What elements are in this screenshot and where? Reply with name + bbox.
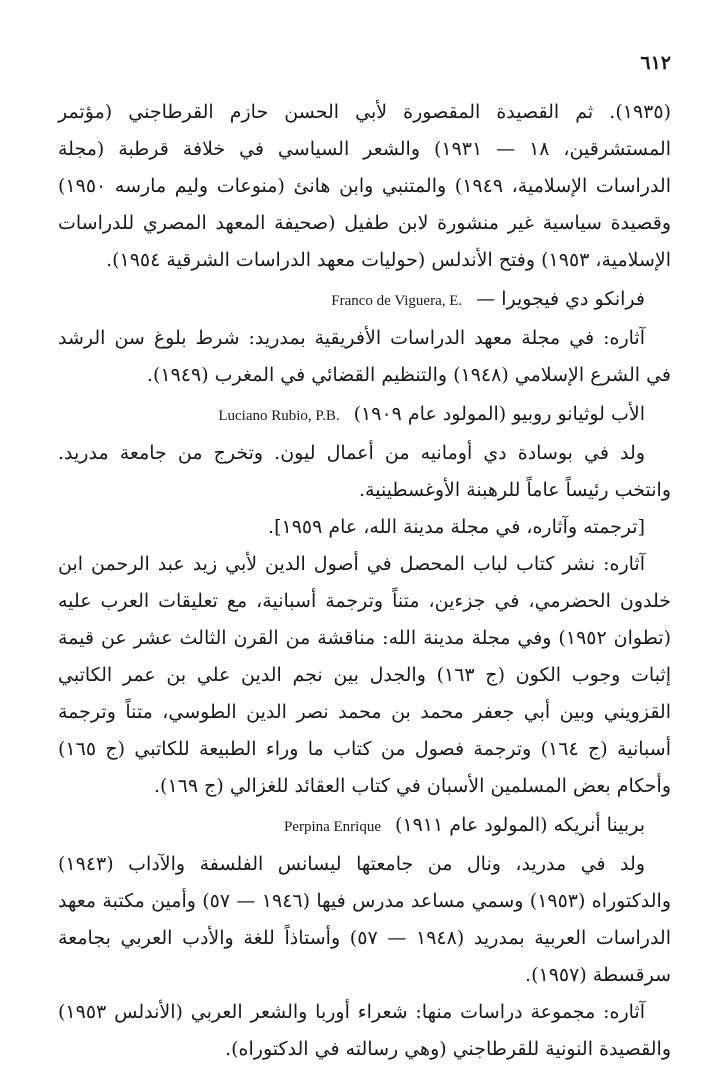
- book-page: [58, 52, 672, 1060]
- paragraph-3: ولد في بوسادة دي أومانيه من أعمال ليون. وتخرج من جامعة مدريد. وانتخب رئيساً عاماً للرهبنة الأوغسطينية.: [58, 442, 671, 501]
- paragraph-7: آثاره: مجموعة دراسات منها: شعراء أوربا والشعر العربي (الأندلس ١٩٥٣) والقصيدة النونية للقرطاجني (وهي رسالته في الدكتوراه).: [58, 1001, 671, 1060]
- entry-heading-rubio: [58, 396, 671, 435]
- entry-heading-latin: Luciano Rubio, P.B.: [218, 408, 340, 424]
- paragraph-4: [ترجمته وآثاره، في مجلة مدينة الله، عام ١٩٥٩].: [268, 516, 645, 538]
- page-number: ٦١٢: [640, 52, 671, 74]
- entry-heading-arabic: الأب لوثيانو روبيو (المولود عام ١٩٠٩): [353, 403, 645, 425]
- paragraph-2: آثاره: في مجلة معهد الدراسات الأفريقية بمدريد: شرط بلوغ سن الرشد في الشرع الإسلامي (١٩٤٨) والتنظيم القضائي في المغرب (١٩٤٩).: [58, 327, 671, 386]
- paragraph-5: آثاره: نشر كتاب لباب المحصل في أصول الدين لأبي زيد عبد الرحمن ابن خلدون الحضرمي، في جزءين، متناً وترجمة أسبانية، مع تعليقات العرب عليه (تطوان ١٩٥٢) وفي مجلة مدينة الله: مناقشة من القرن الثالث عشر عن قيمة إثبات وجوب الكون (ج ١٦٣) والجدل بين نجم الدين علي بن عمر الكاتبي القزويني وبين أبي جعفر محمد بن محمد نصر الدين الطوسي، متناً وترجمة أسبانية (ج ١٦٤) وترجمة فصول من كتاب ما وراء الطبيعة للكاتبي (ج ١٦٥) وأحكام بعض المسلمين الأسبان في كتاب العقائد للغزالي (ج ١٦٩).: [58, 553, 672, 797]
- entry-heading-franco: [58, 281, 671, 320]
- entry-heading-latin: Perpina Enrique: [283, 819, 382, 835]
- entry-heading-arabic: بربينا أنريكه (المولود عام ١٩١١): [395, 814, 645, 836]
- entry-heading-arabic: فرانكو دي فيجويرا —: [476, 288, 645, 310]
- page-body: [58, 94, 671, 1068]
- paragraph-6: ولد في مدريد، ونال من جامعتها ليسانس الفلسفة والآداب (١٩٤٣) والدكتوراه (١٩٥٣) وسمي مساعد مدرس فيها (١٩٤٦ — ٥٧) وأمين مكتبة معهد الدراسات العربية بمدريد (١٩٤٨ — ٥٧) وأستاذاً للغة والأدب العربي بجامعة سرقسطة (١٩٥٧).: [58, 853, 671, 986]
- paragraph-1: (١٩٣٥). ثم القصيدة المقصورة لأبي الحسن حازم القرطاجني (مؤتمر المستشرقين، ١٨ — ١٩٣١) والشعر السياسي في خلافة قرطبة (مجلة الدراسات الإسلامية، ١٩٤٩) والمتنبي وابن هانئ (منوعات وليم مارسه ١٩٥٠) وقصيدة سياسية غير منشورة لابن طفيل (صحيفة المعهد المصري للدراسات الإسلامية، ١٩٥٣) وفتح الأندلس (حوليات معهد الدراسات الشرقية ١٩٥٤).: [58, 101, 671, 271]
- entry-heading-perpina: [58, 807, 671, 846]
- entry-heading-latin: Franco de Viguera, E.: [331, 293, 463, 309]
